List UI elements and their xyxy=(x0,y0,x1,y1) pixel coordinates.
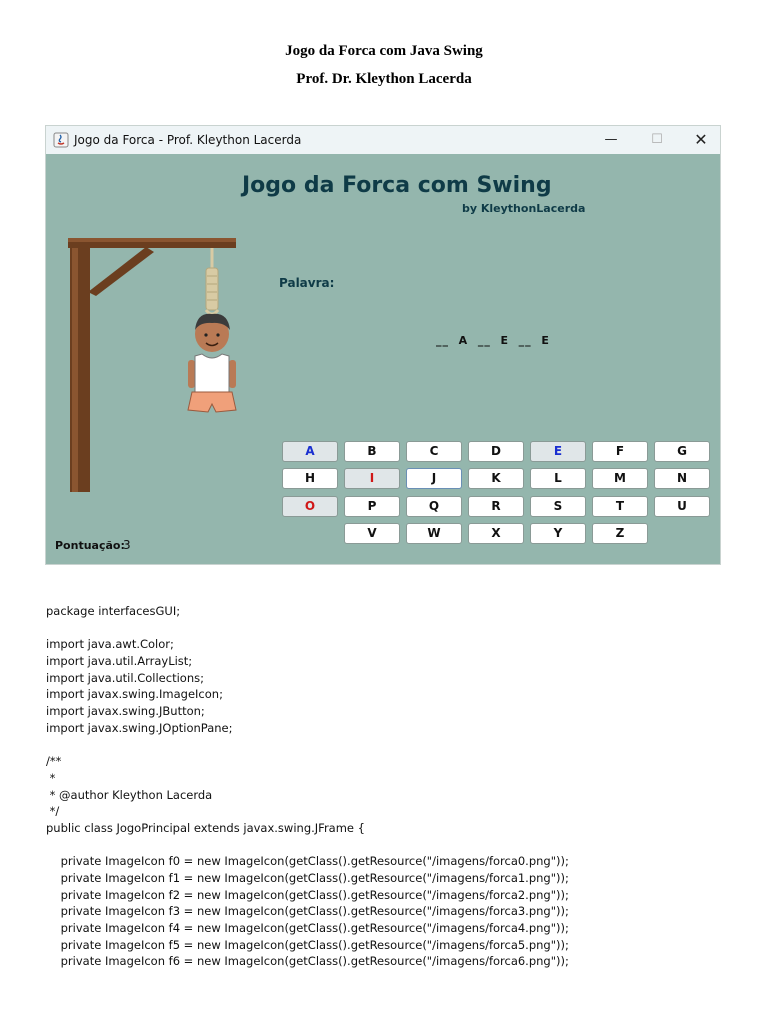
key-t[interactable]: T xyxy=(592,496,648,517)
key-p[interactable]: P xyxy=(344,496,400,517)
code-line: import java.util.ArrayList; xyxy=(46,654,193,669)
code-line: import javax.swing.JButton; xyxy=(46,704,205,719)
code-line: private ImageIcon f6 = new ImageIcon(getClass().getResource("/imagens/forca6.png")); xyxy=(46,954,569,969)
key-a[interactable]: A xyxy=(282,441,338,462)
hidden-word: __ A __ E __ E xyxy=(436,334,550,347)
game-title: Jogo da Forca com Swing xyxy=(242,173,552,198)
code-line: * @author Kleython Lacerda xyxy=(46,787,213,802)
code-line xyxy=(46,837,569,854)
key-g[interactable]: G xyxy=(654,441,710,462)
code-line: import javax.swing.ImageIcon; xyxy=(46,687,223,702)
java-app-icon xyxy=(53,132,69,148)
key-m[interactable]: M xyxy=(592,468,648,489)
key-f[interactable]: F xyxy=(592,441,648,462)
key-x[interactable]: X xyxy=(468,523,524,544)
key-e[interactable]: E xyxy=(530,441,586,462)
window-titlebar[interactable] xyxy=(46,126,720,154)
code-line: private ImageIcon f3 = new ImageIcon(getClass().getResource("/imagens/forca3.png")); xyxy=(46,904,569,919)
word-label: Palavra: xyxy=(279,276,335,290)
key-k[interactable]: K xyxy=(468,468,524,489)
key-r[interactable]: R xyxy=(468,496,524,517)
key-h[interactable]: H xyxy=(282,468,338,489)
code-line: import java.awt.Color; xyxy=(46,637,174,652)
document-title: Jogo da Forca com Java Swing xyxy=(285,43,483,59)
maximize-button[interactable]: ☐ xyxy=(651,132,663,147)
gallows-illustration xyxy=(66,234,266,494)
close-button[interactable]: ✕ xyxy=(694,130,708,149)
key-j[interactable]: J xyxy=(406,468,462,489)
game-subtitle: by KleythonLacerda xyxy=(462,202,586,215)
code-line: import javax.swing.JOptionPane; xyxy=(46,720,233,735)
window-title: Jogo da Forca - Prof. Kleython Lacerda xyxy=(74,133,302,147)
code-line: private ImageIcon f1 = new ImageIcon(getClass().getResource("/imagens/forca1.png")); xyxy=(46,871,569,885)
score-value: 3 xyxy=(123,538,131,552)
code-line: /** xyxy=(46,754,62,769)
key-q[interactable]: Q xyxy=(406,496,462,517)
source-code-block xyxy=(46,603,569,970)
key-w[interactable]: W xyxy=(406,523,462,544)
code-line: import java.util.Collections; xyxy=(46,670,204,685)
code-line: private ImageIcon f4 = new ImageIcon(getClass().getResource("/imagens/forca4.png")); xyxy=(46,921,569,936)
key-v[interactable]: V xyxy=(344,523,400,544)
code-line: public class JogoPrincipal extends javax.swing.JFrame { xyxy=(46,820,365,835)
key-u[interactable]: U xyxy=(654,496,710,517)
key-d[interactable]: D xyxy=(468,441,524,462)
code-line: private ImageIcon f5 = new ImageIcon(getClass().getResource("/imagens/forca5.png")); xyxy=(46,937,569,952)
code-line: private ImageIcon f0 = new ImageIcon(getClass().getResource("/imagens/forca0.png")); xyxy=(46,854,569,869)
key-b[interactable]: B xyxy=(344,441,400,462)
code-line: */ xyxy=(46,804,60,819)
key-l[interactable]: L xyxy=(530,468,586,489)
code-line xyxy=(46,737,569,754)
key-z[interactable]: Z xyxy=(592,523,648,544)
key-n[interactable]: N xyxy=(654,468,710,489)
key-o[interactable]: O xyxy=(282,496,338,517)
key-s[interactable]: S xyxy=(530,496,586,517)
app-window xyxy=(46,126,720,564)
document-author: Prof. Dr. Kleython Lacerda xyxy=(296,71,472,87)
code-line xyxy=(46,620,569,637)
code-line: package interfacesGUI; xyxy=(46,604,181,618)
key-c[interactable]: C xyxy=(406,441,462,462)
key-i[interactable]: I xyxy=(344,468,400,489)
code-line: private ImageIcon f2 = new ImageIcon(getClass().getResource("/imagens/forca2.png")); xyxy=(46,887,569,902)
code-line: * xyxy=(46,770,56,785)
score-label: Pontuação: xyxy=(55,539,125,552)
minimize-button[interactable]: — xyxy=(604,132,618,147)
key-y[interactable]: Y xyxy=(530,523,586,544)
